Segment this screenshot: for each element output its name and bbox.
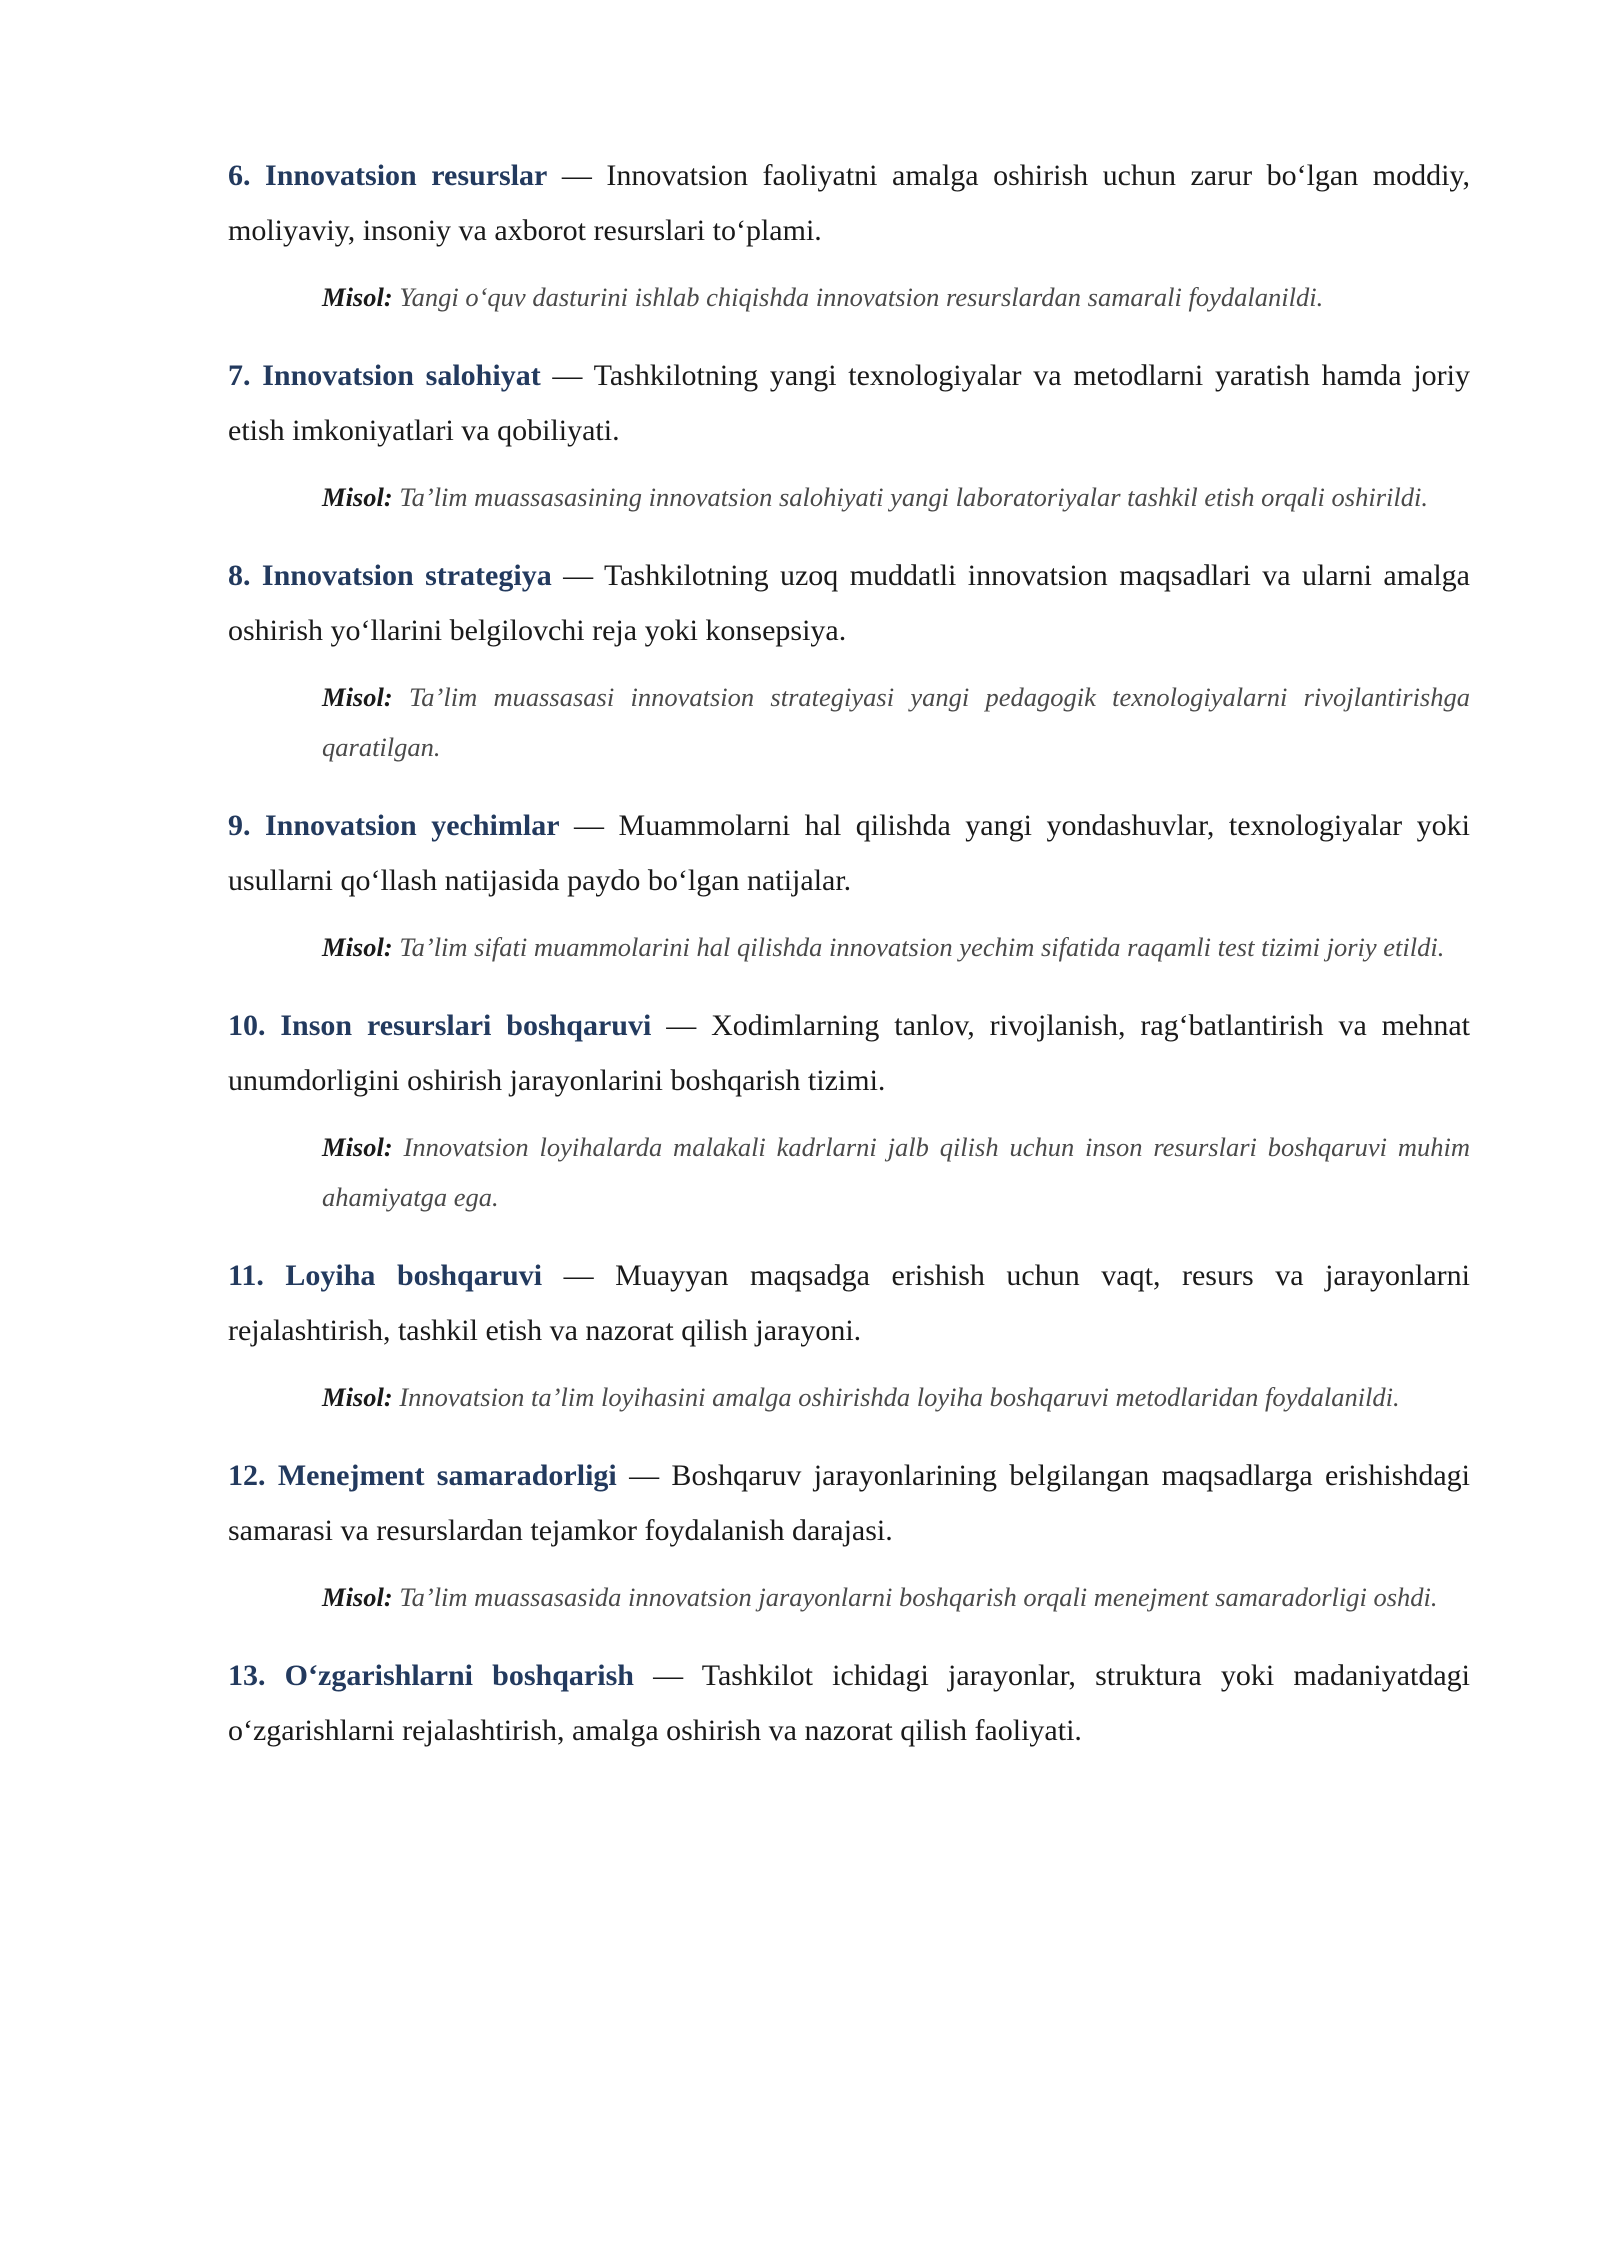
definition-text: — Innovatsion faoliyatni amalga oshirish uchun zarur boʻlgan moddiy, moliyaviy, insoniy va axborot resurslari toʻplami. — [228, 159, 1470, 247]
example-paragraph — [322, 472, 1470, 522]
example-label: Misol: — [322, 282, 393, 312]
example-paragraph — [322, 1372, 1470, 1422]
example-text: Ta’lim muassasasi innovatsion strategiyasi yangi pedagogik texnologiyalarni rivojlantirishga qaratilgan. — [322, 682, 1470, 762]
term-title: 7. Innovatsion salohiyat — [228, 359, 541, 392]
example-text: Innovatsion loyihalarda malakali kadrlarni jalb qilish uchun inson resurslari boshqaruvi muhim ahamiyatga ega. — [322, 1132, 1470, 1212]
glossary-entry-7 — [228, 348, 1470, 522]
definition-text: — Tashkilotning uzoq muddatli innovatsion maqsadlari va ularni amalga oshirish yoʻllarini belgilovchi reja yoki konsepsiya. — [228, 559, 1470, 647]
definition-paragraph — [228, 1648, 1470, 1758]
term-title: 11. Loyiha boshqaruvi — [228, 1259, 543, 1292]
example-paragraph — [322, 1122, 1470, 1222]
glossary-entry-9 — [228, 798, 1470, 972]
glossary-entry-13 — [228, 1648, 1470, 1758]
definition-text: — Tashkilotning yangi texnologiyalar va metodlarni yaratish hamda joriy etish imkoniyatlari va qobiliyati. — [228, 359, 1470, 447]
definition-paragraph — [228, 998, 1470, 1108]
example-text: Yangi oʻquv dasturini ishlab chiqishda innovatsion resurslardan samarali foydalanildi. — [392, 282, 1324, 312]
example-paragraph — [322, 922, 1470, 972]
example-label: Misol: — [322, 1382, 393, 1412]
example-label: Misol: — [322, 1582, 393, 1612]
glossary-entry-10 — [228, 998, 1470, 1222]
example-label: Misol: — [322, 1132, 393, 1162]
definition-paragraph — [228, 348, 1470, 458]
glossary-entry-11 — [228, 1248, 1470, 1422]
definition-text: — Boshqaruv jarayonlarining belgilangan maqsadlarga erishishdagi samarasi va resurslardan tejamkor foydalanish darajasi. — [228, 1459, 1470, 1547]
glossary-entry-12 — [228, 1448, 1470, 1622]
example-text: Ta’lim sifati muammolarini hal qilishda innovatsion yechim sifatida raqamli test tizimi joriy etildi. — [392, 932, 1445, 962]
term-title: 12. Menejment samaradorligi — [228, 1459, 617, 1492]
definition-text: — Muayyan maqsadga erishish uchun vaqt, resurs va jarayonlarni rejalashtirish, tashkil etish va nazorat qilish jarayoni. — [228, 1259, 1471, 1347]
term-title: 10. Inson resurslari boshqaruvi — [228, 1009, 652, 1042]
definition-paragraph — [228, 798, 1470, 908]
definition-paragraph — [228, 548, 1470, 658]
term-title: 13. Oʻzgarishlarni boshqarish — [228, 1659, 634, 1692]
glossary-entry-8 — [228, 548, 1470, 772]
example-paragraph — [322, 672, 1470, 772]
example-label: Misol: — [322, 932, 393, 962]
example-label: Misol: — [322, 482, 393, 512]
definition-text: — Muammolarni hal qilishda yangi yondashuvlar, texnologiyalar yoki usullarni qoʻllash natijasida paydo boʻlgan natijalar. — [228, 809, 1470, 897]
term-title: 8. Innovatsion strategiya — [228, 559, 552, 592]
example-text: Innovatsion ta’lim loyihasini amalga oshirishda loyiha boshqaruvi metodlaridan foydalanildi. — [392, 1382, 1400, 1412]
term-title: 6. Innovatsion resurslar — [228, 159, 548, 192]
definition-paragraph — [228, 1448, 1470, 1558]
definition-text: — Xodimlarning tanlov, rivojlanish, ragʻbatlantirish va mehnat unumdorligini oshirish jarayonlarini boshqarish tizimi. — [228, 1009, 1470, 1097]
example-paragraph — [322, 272, 1470, 322]
example-paragraph — [322, 1572, 1470, 1622]
definition-paragraph — [228, 1248, 1470, 1358]
example-text: Ta’lim muassasasida innovatsion jarayonlarni boshqarish orqali menejment samaradorligi oshdi. — [392, 1582, 1438, 1612]
glossary-entry-6 — [228, 148, 1470, 322]
definition-text: — Tashkilot ichidagi jarayonlar, struktura yoki madaniyatdagi oʻzgarishlarni rejalashtirish, amalga oshirish va nazorat qilish faoliyati. — [228, 1659, 1471, 1747]
example-text: Ta’lim muassasasining innovatsion salohiyati yangi laboratoriyalar tashkil etish orqali oshirildi. — [392, 482, 1428, 512]
definition-paragraph — [228, 148, 1470, 258]
term-title: 9. Innovatsion yechimlar — [228, 809, 560, 842]
example-label: Misol: — [322, 682, 393, 712]
